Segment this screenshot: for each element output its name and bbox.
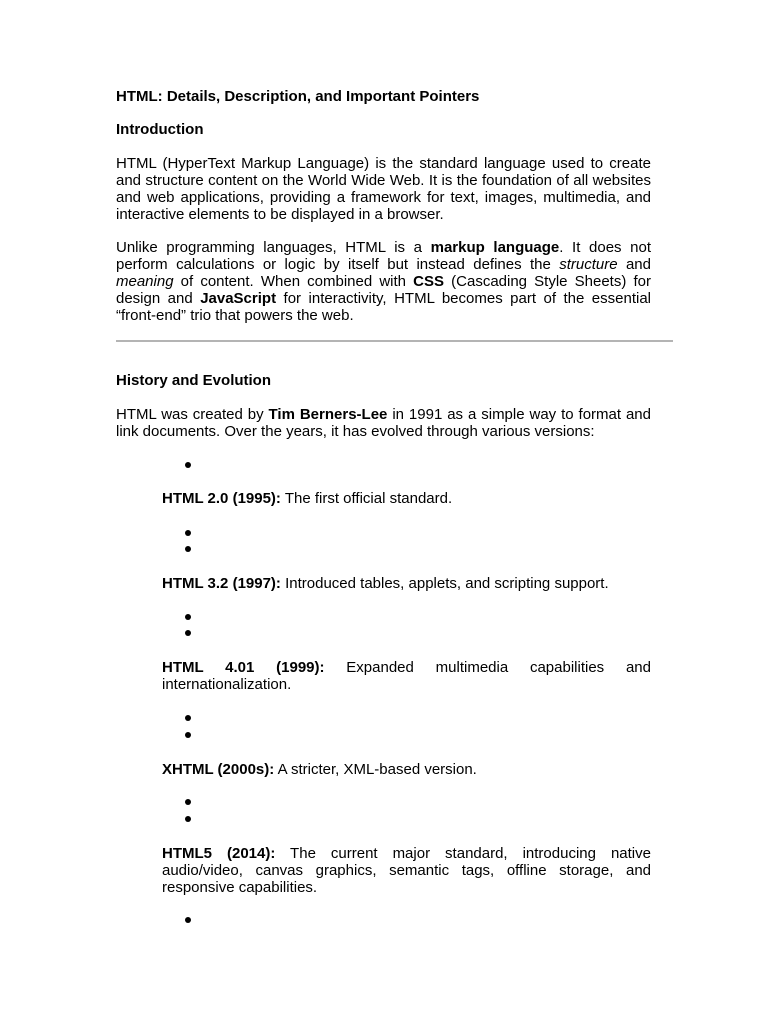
version-name: HTML 3.2 (1997): — [162, 575, 281, 592]
text-span: for interactivity, HTML becomes part of the essential “front-end” trio that powers the web. — [116, 290, 651, 324]
text-span: Unlike programming languages, HTML is a — [116, 239, 431, 256]
version-desc: A stricter, XML-based version. — [274, 761, 477, 778]
text-span: HTML was created by — [116, 406, 269, 423]
bullet-dot — [185, 816, 191, 822]
bullet-dot — [185, 715, 191, 721]
version-item-html401 — [162, 659, 651, 693]
bold-markup-language: markup language — [430, 239, 560, 256]
bold-tim-berners-lee: Tim Berners-Lee — [268, 406, 388, 423]
bullet-dot — [185, 546, 191, 552]
intro-paragraph-1: HTML (HyperText Markup Language) is the standard language used to create and structure content on the World Wide Web. It is the foundation of all websites and web applications, providing a framework for text, images, multimedia, and interactive elements to be displayed in a browser. — [116, 155, 651, 223]
intro-heading: Introduction — [116, 121, 204, 138]
version-item-html32 — [162, 575, 651, 592]
version-desc: The current major standard, introducing native audio/video, canvas graphics, semantic tags, offline storage, and responsive capabilities. — [162, 845, 651, 896]
bold-css: CSS — [413, 273, 445, 290]
bullet-dot — [185, 462, 191, 468]
bold-javascript: JavaScript — [200, 290, 277, 307]
bullet-dot — [185, 917, 191, 923]
version-item-xhtml — [162, 761, 651, 778]
bullet-dot — [185, 614, 191, 620]
text-span: . It does not perform calculations or logic by itself but instead defines the — [116, 239, 651, 273]
history-paragraph-1 — [116, 406, 651, 440]
version-name: HTML 2.0 (1995): — [162, 490, 281, 507]
bullet-dot — [185, 530, 191, 536]
version-desc: Expanded multimedia capabilities and internationalization. — [162, 659, 651, 693]
text-span: (Cascading Style Sheets) for design and — [116, 273, 651, 307]
horizontal-divider — [116, 340, 673, 342]
italic-structure: structure — [559, 256, 618, 273]
text-span: of content. When combined with — [173, 273, 414, 290]
version-name: XHTML (2000s): — [162, 761, 275, 778]
text-span: in 1991 as a simple way to format and link documents. Over the years, it has evolved through various versions: — [116, 406, 651, 440]
text-span: and — [617, 256, 651, 273]
version-name: HTML 4.01 (1999): — [162, 659, 325, 676]
document-title: HTML: Details, Description, and Important Pointers — [116, 88, 480, 105]
history-heading: History and Evolution — [116, 372, 272, 389]
italic-meaning: meaning — [116, 273, 174, 290]
intro-paragraph-2 — [116, 239, 651, 324]
bullet-dot — [185, 799, 191, 805]
version-item-html5 — [162, 845, 651, 896]
version-desc: Introduced tables, applets, and scripting support. — [280, 575, 609, 592]
version-item-html2 — [162, 490, 651, 507]
version-name: HTML5 (2014): — [162, 845, 276, 862]
bullet-dot — [185, 732, 191, 738]
bullet-dot — [185, 630, 191, 636]
version-desc: The first official standard. — [280, 490, 453, 507]
